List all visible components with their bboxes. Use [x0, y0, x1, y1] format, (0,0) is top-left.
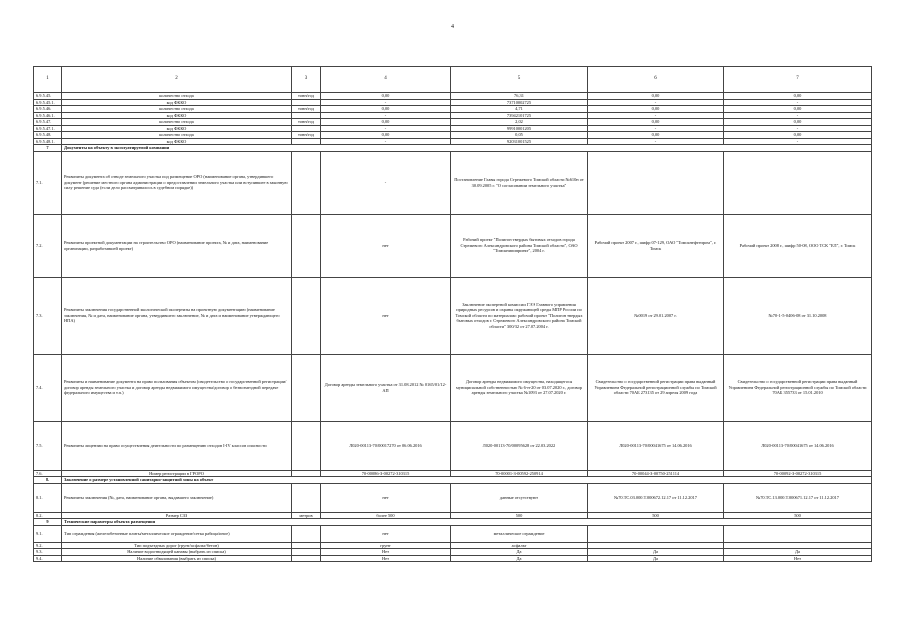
- table-cell: Договор аренды недвижимого имущества, находящегося муниципальной собственностью № 6-н-20 от 03.07.2020 г., договор аренды земельного участка №1093 от 27.07.2020 г.: [451, 354, 588, 421]
- table-row: [34, 354, 872, 421]
- table-cell: -: [321, 125, 451, 132]
- table-cell: 6.9.5.46.: [34, 106, 62, 113]
- table-cell: Да: [588, 555, 724, 562]
- header-cell: 1: [34, 67, 62, 93]
- table-cell: -: [724, 138, 872, 145]
- table-cell: 6.9.5.48.: [34, 132, 62, 139]
- table-cell: [292, 277, 321, 354]
- header-cell: 2: [62, 67, 292, 93]
- table-cell: 0,00: [724, 93, 872, 100]
- table-cell: тонн/год: [292, 106, 321, 113]
- table-cell: количество отхода: [62, 106, 292, 113]
- table-cell: тонн/год: [292, 132, 321, 139]
- table-cell: Тип подъездных дорог (грунт/асфальт/бетон): [62, 542, 292, 549]
- table-row: [34, 151, 872, 214]
- table-cell: нет: [321, 483, 451, 512]
- table-cell: -: [321, 151, 451, 214]
- table-cell: №70.ТС.13.000.Т.000671.12.17 от 11.12.2017: [724, 483, 872, 512]
- table-cell: [292, 525, 321, 542]
- table-cell: -: [321, 138, 451, 145]
- table-cell: 7.4.: [34, 354, 62, 421]
- table-cell: тонн/год: [292, 119, 321, 126]
- table-cell: [292, 151, 321, 214]
- header-cell: 3: [292, 67, 321, 93]
- header-cell: 4: [321, 67, 451, 93]
- table-cell: 500: [724, 512, 872, 519]
- table-cell: 7.5.: [34, 421, 62, 470]
- table-cell: Размер СЗЗ: [62, 512, 292, 519]
- table-row: [34, 421, 872, 470]
- table-cell: 70-00086-З-00272-310315: [321, 470, 451, 477]
- table-cell: 8.1.: [34, 483, 62, 512]
- table-cell: код ФККО: [62, 138, 292, 145]
- table-cell: №0019 от 29.01.2007 г.: [588, 277, 724, 354]
- section-title: Документы на объекту в эксплуатируемой компании: [62, 145, 872, 152]
- header-cell: 7: [724, 67, 872, 93]
- table-cell: Нет: [321, 549, 451, 556]
- table-header-row: [34, 67, 872, 93]
- table-cell: металлическое ограждение: [451, 525, 588, 542]
- table-cell: Реквизиты заключения государственной экологической экспертизы на проектную документацию (наименование заключения, № и дата, наименование органа, утвердившего заключение, № и дата и наименование утверждающего НПА): [62, 277, 292, 354]
- table-cell: -: [588, 112, 724, 119]
- table-cell: -: [724, 99, 872, 106]
- table-cell: 0,05: [451, 132, 588, 139]
- table-cell: асфальт: [451, 542, 588, 549]
- table-body: [34, 93, 872, 562]
- table-cell: Нет: [724, 555, 872, 562]
- section-title: Технические параметры объекта размещения: [62, 519, 872, 526]
- table-cell: 0,00: [321, 119, 451, 126]
- table-cell: Номер регистрации в ГРОРО: [62, 470, 292, 477]
- table-cell: [292, 354, 321, 421]
- table-cell: [588, 151, 724, 214]
- table-cell: 0,00: [588, 132, 724, 139]
- table-cell: 4,71: [451, 106, 588, 113]
- table-cell: №70.ТС.03.000.Т.000672.12.17 от 11.12.2017: [588, 483, 724, 512]
- table-cell: 9.2.: [34, 542, 62, 549]
- section-title: Заключение о размере установленной санитарно-защитной зоны на объект: [62, 477, 872, 484]
- table-cell: 0,00: [321, 106, 451, 113]
- table-cell: 73710002725: [451, 99, 588, 106]
- table-cell: код ФККО: [62, 125, 292, 132]
- table-cell: -: [724, 112, 872, 119]
- table-cell: Наличие обвалования (выбрать из списка): [62, 555, 292, 562]
- table-cell: -: [588, 125, 724, 132]
- table-row: [34, 555, 872, 562]
- table-cell: 0,00: [724, 132, 872, 139]
- table-cell: [724, 151, 872, 214]
- table-cell: более 500: [321, 512, 451, 519]
- table-cell: Рабочий проект 2008 г., шифр 50-08, ООО ТСК "ЕЛ", г. Томск: [724, 214, 872, 277]
- table-cell: 6.9.5.47.: [34, 119, 62, 126]
- section-number: 9: [34, 519, 62, 526]
- table-cell: Рабочий проект 2007 г., шифр 07-129, ОАО "Томскнефтепром", г. Томск: [588, 214, 724, 277]
- table-cell: Л020-00113-70/00041675 от 14.06.2016: [724, 421, 872, 470]
- table-cell: 500: [451, 512, 588, 519]
- table-cell: 0,00: [588, 106, 724, 113]
- table-cell: код ФККО: [62, 99, 292, 106]
- table-cell: нет: [321, 277, 451, 354]
- table-cell: 0,00: [724, 119, 872, 126]
- table-cell: Наличие водоотводящей канавы (выбрать из списка): [62, 549, 292, 556]
- table-cell: Реквизиты лицензии на право осуществления деятельности по размещению отходов I-IV классов опасности: [62, 421, 292, 470]
- table-cell: Нет: [321, 555, 451, 562]
- table-cell: 8.2.: [34, 512, 62, 519]
- table-cell: 0,00: [588, 93, 724, 100]
- table-cell: 0,00: [588, 119, 724, 126]
- table-cell: Заключение экспертной комиссии ГЭЭ Главного управления природных ресурсов и охраны окружающей среды МПР России по Томской области по материалам: рабочий проект "Полигон твердых бытовых отходов г. Стрежевого Александровского района Томской области" 300/32 от 27.07.2004 г.: [451, 277, 588, 354]
- table-cell: 6.9.5.46.1.: [34, 112, 62, 119]
- table-cell: Рабочий проект "Полигон твердых бытовых отходов города Стрежевого Александровского района Томской области", ОАО "Томскнипиприект", 2004 г.: [451, 214, 588, 277]
- table-cell: Реквизиты проектной документации на строительство ОРО (наименование проекта, № и дата, наименование организации, разработавшей проект): [62, 214, 292, 277]
- table-cell: 500: [588, 512, 724, 519]
- table-cell: Тип ограждения (железобетонные плиты/металлическое ограждение/сетка рабица/иное): [62, 525, 292, 542]
- table-cell: -: [588, 99, 724, 106]
- table-cell: [292, 555, 321, 562]
- table-cell: 0,00: [321, 132, 451, 139]
- table-cell: 6.9.5.45.: [34, 93, 62, 100]
- table-cell: 9.3.: [34, 549, 62, 556]
- table-row: [34, 214, 872, 277]
- table-cell: 2,02: [451, 119, 588, 126]
- table-cell: Реквизиты и наименование документа на право пользования объектом (свидетельство о государственной регистрации/договор аренды земельного участка и договор аренды недвижимого имущества/договор о безвозмездной передаче федерального имущества и т.п.): [62, 354, 292, 421]
- table-cell: 7.2.: [34, 214, 62, 277]
- table-row: [34, 483, 872, 512]
- table-cell: [292, 483, 321, 512]
- table-cell: 73942101725: [451, 112, 588, 119]
- table-cell: Да: [588, 549, 724, 556]
- table-cell: 7.3.: [34, 277, 62, 354]
- table-cell: количество отхода: [62, 93, 292, 100]
- header-cell: 6: [588, 67, 724, 93]
- table-cell: грунт: [321, 542, 451, 549]
- table-cell: код ФККО: [62, 112, 292, 119]
- section-number: 8.: [34, 477, 62, 484]
- table-cell: 99910001205: [451, 125, 588, 132]
- table-cell: тонн/год: [292, 93, 321, 100]
- table-cell: Договор аренды земельного участка от 31.08.2012 № 0165/01/12-АП: [321, 354, 451, 421]
- table-cell: количество отхода: [62, 132, 292, 139]
- table-cell: 0,00: [724, 106, 872, 113]
- table-cell: Реквизиты документа об отводе земельного участка под размещение ОРО (наименование органа, утвердившего документ (решение местного органа администрации о предоставлении земельного участка или вступившее в законную силу решение суда (если дело рассматривалось в судебном порядке)): [62, 151, 292, 214]
- table-cell: 70-00092-З-00272-310315: [724, 470, 872, 477]
- table-cell: Л020-00113-70/00095628 от 22.03.2022: [451, 421, 588, 470]
- table-cell: 0,00: [321, 93, 451, 100]
- table-cell: Постановление Главы города Стрежевого Томской области №610н от 30.09.2005 г. "О согласовании земельного участка": [451, 151, 588, 214]
- table-cell: Да: [724, 549, 872, 556]
- table-cell: Л020-00113-70/00041675 от 14.06.2016: [588, 421, 724, 470]
- table-cell: нет: [321, 214, 451, 277]
- table-cell: метров: [292, 512, 321, 519]
- table-cell: 7.1.: [34, 151, 62, 214]
- table-row: [34, 525, 872, 542]
- table-cell: -: [321, 99, 451, 106]
- table-cell: [292, 214, 321, 277]
- table-cell: 6.9.5.45.1.: [34, 99, 62, 106]
- page-number: 4: [451, 24, 454, 30]
- table-cell: 70-00001-З-00592-250914: [451, 470, 588, 477]
- table-cell: 6.9.5.48.1.: [34, 138, 62, 145]
- table-cell: №70-1-5-0406-08 от 31.10.2008: [724, 277, 872, 354]
- table-cell: 7.6.: [34, 470, 62, 477]
- table-cell: Да: [451, 555, 588, 562]
- table-cell: [292, 421, 321, 470]
- section-number: 7: [34, 145, 62, 152]
- table-cell: -: [588, 138, 724, 145]
- table-cell: Л020-00113-70/00017270 от 06.06.2016: [321, 421, 451, 470]
- document-table: [33, 66, 872, 562]
- table-cell: -: [724, 125, 872, 132]
- table-cell: Свидетельство о государственной регистрации права выданный Управлением Федеральной регистрационной службы по Томской области 70АБ 273135 от 29 апреля 2009 года: [588, 354, 724, 421]
- table-cell: Реквизиты заключения (№, дата, наименование органа, выдавшего заключение): [62, 483, 292, 512]
- table-cell: [588, 525, 724, 542]
- table-row: [34, 277, 872, 354]
- table-cell: Да: [451, 549, 588, 556]
- table-cell: -: [321, 112, 451, 119]
- header-cell: 5: [451, 67, 588, 93]
- table-cell: данные отсутствуют: [451, 483, 588, 512]
- table-cell: количество отхода: [62, 119, 292, 126]
- table-cell: 6.9.5.47.1.: [34, 125, 62, 132]
- table-cell: [724, 525, 872, 542]
- table-cell: 9.1.: [34, 525, 62, 542]
- table-cell: 76,31: [451, 93, 588, 100]
- table-cell: 9.4.: [34, 555, 62, 562]
- table-cell: 92031001525: [451, 138, 588, 145]
- table-cell: нет: [321, 525, 451, 542]
- table-cell: Свидетельство о государственной регистрации права выданный Управлением Федеральной регистрационной службы по Томской области 70АБ 355733 от 15.01.2010: [724, 354, 872, 421]
- table-cell: 70-00044-З-00750-251114: [588, 470, 724, 477]
